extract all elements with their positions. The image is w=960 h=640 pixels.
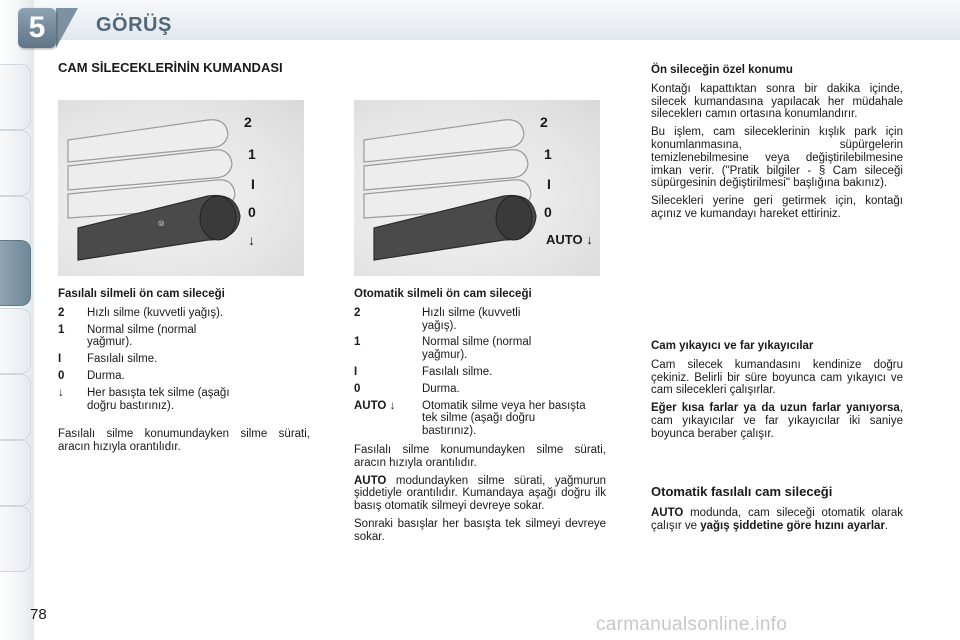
position-key: 1	[58, 323, 65, 336]
figure-label-1: 1	[248, 146, 256, 162]
wiper-stalk-auto-illustration	[354, 100, 600, 276]
special-position-heading: Ön sileceğin özel konumu	[651, 64, 793, 76]
position-key: I	[354, 365, 358, 378]
auto-mid: modunda, cam sileceği otomatik olarak çalışır ve	[651, 506, 903, 532]
column-automatic-wiper	[354, 288, 606, 549]
auto-term: AUTO	[651, 506, 684, 519]
col1-note: Fasılalı silme konumundayken silme sürati, aracın hızıyla orantılıdır.	[58, 428, 310, 454]
column-special-position	[651, 64, 903, 226]
wiper-stalk-figure-automatic	[354, 100, 600, 276]
page-number: 78	[30, 606, 47, 623]
col2-paragraph-3: Sonraki basışlar her basışta tek silmeyi devreye sokar.	[354, 517, 606, 543]
figure-label-1: 1	[544, 146, 552, 162]
position-key: I	[58, 353, 62, 366]
position-desc: Hızlı silme (kuvvetli yağış).	[422, 306, 521, 332]
chapter-badge-notch	[56, 8, 78, 48]
figure-label-2: 2	[540, 114, 548, 130]
position-key: 2	[354, 306, 361, 319]
chapter-tab-1[interactable]	[0, 64, 31, 130]
figure-label-auto: AUTO ↓	[546, 232, 593, 247]
chapter-number: 5	[18, 8, 56, 48]
chapter-tab-6[interactable]	[0, 374, 31, 440]
figure-label-2: 2	[244, 114, 252, 130]
position-key: 0	[354, 382, 361, 395]
position-key: ↓	[58, 386, 64, 399]
col2-paragraph-1: Fasılalı silme konumundayken silme sürati, aracın hızıyla orantılıdır.	[354, 443, 606, 469]
figure-label-i: I	[251, 176, 255, 192]
chapter-tab-4-active[interactable]	[0, 240, 31, 306]
wiper-stalk-figure-intermittent	[58, 100, 304, 276]
auto-description: modundayken silme sürati, yağmurun şiddetiyle orantılıdır. Kumandaya aşağı doğru ilk basış otomatik silmeyi devreye sokar.	[354, 474, 606, 513]
headlamps-condition: Eğer kısa farlar ya da uzun farlar yanıyorsa	[651, 402, 900, 415]
section-title: CAM SİLECEKLERİNİN KUMANDASI	[58, 60, 283, 75]
col1-position-list	[58, 307, 310, 413]
special-position-p3: Silecekleri yerine geri getirmek için, kontağı açınız ve kumandayı hareket ettiriniz.	[651, 195, 903, 220]
col1-heading: Fasılalı silmeli ön cam sileceği	[58, 288, 225, 300]
position-key: 0	[58, 369, 65, 382]
position-desc: Hızlı silme (kuvvetli yağış).	[87, 306, 224, 319]
washers-p2	[651, 402, 903, 440]
chapter-tab-8[interactable]	[0, 506, 31, 572]
position-key: 1	[354, 336, 361, 349]
wiper-stalk-illustration	[58, 100, 304, 276]
chapter-sidebar	[0, 0, 34, 640]
auto-end: .	[884, 519, 889, 532]
position-key: 2	[58, 306, 65, 319]
column-intermittent-wiper	[58, 288, 310, 459]
chapter-title: GÖRÜŞ	[96, 14, 172, 36]
column-auto-intermittent	[651, 486, 903, 537]
auto-term: AUTO	[354, 474, 387, 487]
rain-speed-phrase: yağış şiddetine göre hızını ayarlar	[700, 519, 885, 532]
col2-paragraph-2	[354, 475, 606, 513]
svg-text:⦾: ⦾	[158, 219, 165, 228]
position-desc: Otomatik silme veya her basışta tek silme (aşağı doğru bastırınız).	[422, 399, 586, 438]
chapter-tab-7[interactable]	[0, 440, 31, 506]
figure-label-down-arrow: ↓	[248, 232, 255, 248]
position-desc: Durma.	[87, 369, 125, 382]
position-desc: Her basışta tek silme (aşağı doğru bastırınız).	[87, 386, 230, 412]
position-desc: Fasılalı silme.	[422, 365, 493, 378]
position-desc: Fasılalı silme.	[87, 353, 158, 366]
col2-heading: Otomatik silmeli ön cam sileceği	[354, 288, 532, 300]
figure-label-0: 0	[248, 204, 256, 220]
figure-label-i: I	[547, 176, 551, 192]
washers-p2-rest: , cam yıkayıcılar ve far yıkayıcılar iki saniye boyunca beraber çalışır.	[651, 402, 903, 440]
position-key: AUTO ↓	[354, 399, 396, 412]
position-desc: Normal silme (normal yağmur).	[422, 336, 532, 362]
chapter-tab-5[interactable]	[0, 308, 31, 374]
position-desc: Durma.	[422, 382, 460, 395]
auto-intermittent-heading: Otomatik fasılalı cam sileceği	[651, 484, 833, 499]
chapter-tab-2[interactable]	[0, 130, 31, 196]
washers-p1: Cam silecek kumandasını kendinize doğru çekiniz. Belirli bir süre boyunca cam yıkayıcı ve cam silecekleri çalışırlar.	[651, 358, 903, 397]
column-washers	[651, 340, 903, 446]
auto-intermittent-p	[651, 507, 903, 533]
figure-label-0: 0	[544, 204, 552, 220]
special-position-p1: Kontağı kapattıktan sonra bir dakika içinde, silecek kumandasına yapılacak her müdahale sileceklerı camın ortasına konumlandırır.	[651, 82, 903, 121]
col2-position-list	[354, 307, 606, 438]
washers-heading: Cam yıkayıcı ve far yıkayıcılar	[651, 340, 814, 352]
special-position-p2: Bu işlem, cam sileceklerinin kışlık park için konumlanmasına, süpürgelerin temizlenebilmesine veya değiştirilebilmesine imkan verir. ("Pratik bilgiler - § Cam sileceği süpürgesinin değiştirilmesi" başlığına bakınız).	[651, 126, 903, 190]
position-desc: Normal silme (normal yağmur).	[87, 323, 197, 349]
watermark: carmanualsonline.info	[596, 614, 788, 635]
